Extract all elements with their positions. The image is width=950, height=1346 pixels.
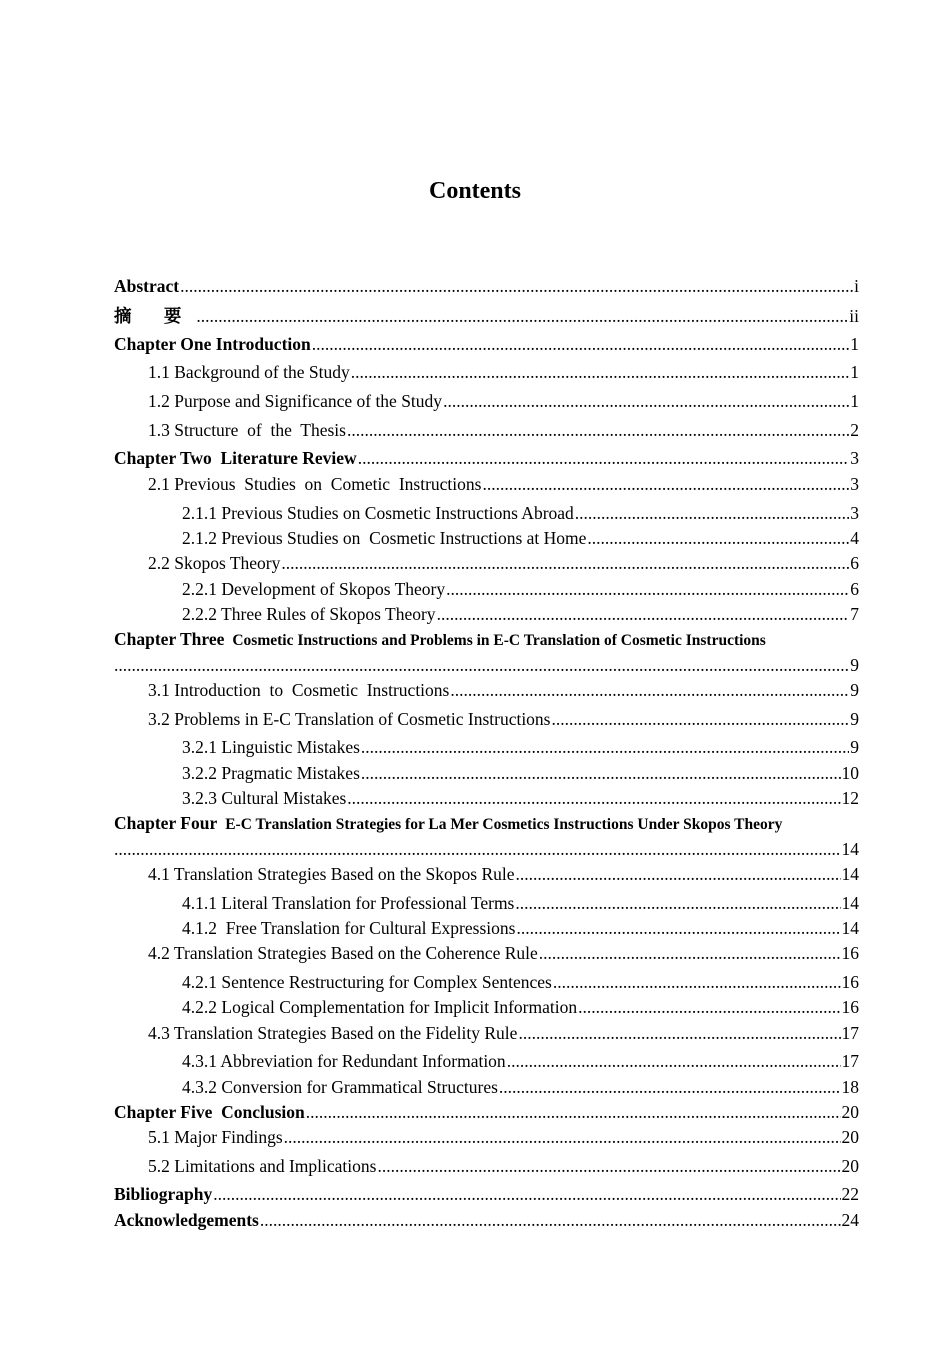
dot-leader: [482, 473, 849, 495]
toc-page-number: 9: [850, 680, 859, 700]
dot-leader: [361, 736, 849, 758]
toc-entry-label: Bibliography: [114, 1184, 213, 1204]
toc-chapter-subtitle: Cosmetic Instructions and Problems in E-C Translation of Cosmetic Instructions: [232, 632, 766, 649]
toc-entry-2-1-2[interactable]: [182, 527, 859, 549]
toc-entry-chapter-two[interactable]: [114, 447, 859, 469]
toc-page-number: 12: [841, 788, 859, 808]
toc-entry-chapter-four-leader[interactable]: [114, 838, 859, 860]
toc-page-number: i: [854, 276, 859, 296]
toc-page-number: 20: [841, 1102, 859, 1122]
dot-leader: [446, 578, 849, 600]
toc-page-number: 17: [841, 1023, 859, 1043]
toc-entry-3-2-1[interactable]: [182, 736, 859, 758]
toc-entry-chapter-three-leader[interactable]: [114, 654, 859, 676]
toc-entry-4-3[interactable]: [148, 1022, 859, 1044]
toc-entry-label: 摘 要: [114, 306, 196, 326]
toc-entry-4-3-2[interactable]: [182, 1076, 859, 1098]
dot-leader: [306, 1101, 841, 1123]
toc-entry-4-2-1[interactable]: [182, 971, 859, 993]
toc-entry-label: 4.2.1 Sentence Restructuring for Complex Sentences: [182, 972, 552, 992]
toc-page-number: 16: [841, 972, 859, 992]
toc-entry-label: Abstract: [114, 276, 180, 296]
toc-entry-acknowledgements[interactable]: [114, 1209, 859, 1231]
toc-page-number: 7: [850, 604, 859, 624]
toc-entry-3-1[interactable]: [148, 679, 859, 701]
dot-leader: [312, 333, 850, 355]
dot-leader: [196, 305, 848, 327]
page-title: Contents: [428, 178, 521, 204]
toc-page-number: 4: [850, 528, 859, 548]
dot-leader: [516, 917, 840, 939]
toc-entry-label: 4.3.1 Abbreviation for Redundant Information: [182, 1051, 506, 1071]
toc-entry-5-1[interactable]: [148, 1126, 859, 1148]
toc-entry-3-2[interactable]: [148, 708, 859, 730]
toc-entry-label: 4.3 Translation Strategies Based on the Fidelity Rule: [148, 1023, 518, 1043]
toc-entry-4-3-1[interactable]: [182, 1050, 859, 1072]
dot-leader: [377, 1155, 840, 1177]
toc-entry-label: Chapter Five Conclusion: [114, 1102, 305, 1122]
toc-chapter-label: Chapter Three: [114, 629, 225, 649]
toc-entry-label: 3.2.1 Linguistic Mistakes: [182, 737, 360, 757]
dot-leader: [587, 527, 849, 549]
toc-entry-chinese-abstract[interactable]: [114, 305, 859, 327]
toc-entry-chapter-one[interactable]: [114, 333, 859, 355]
toc-page-number: 3: [850, 474, 859, 494]
dot-leader: [443, 390, 849, 412]
dot-leader: [281, 552, 849, 574]
toc-page-number: 14: [841, 839, 859, 859]
toc-entry-label: 4.3.2 Conversion for Grammatical Structures: [182, 1077, 498, 1097]
dot-leader: [516, 863, 841, 885]
toc-entry-2-1[interactable]: [148, 473, 859, 495]
toc-page-number: 1: [850, 362, 859, 382]
toc-page-number: 1: [850, 391, 859, 411]
toc-entry-label: Acknowledgements: [114, 1210, 259, 1230]
toc-entry-1-1[interactable]: [148, 361, 859, 383]
dot-leader: [499, 1076, 841, 1098]
toc-entry-3-2-3[interactable]: [182, 787, 859, 809]
toc-entry-label: 1.3 Structure of the Thesis: [148, 420, 346, 440]
dot-leader: [180, 275, 853, 297]
toc-page-number: 14: [841, 918, 859, 938]
dot-leader: [351, 361, 850, 383]
dot-leader: [578, 996, 840, 1018]
toc-entry-4-1-2[interactable]: [182, 917, 859, 939]
toc-entry-4-2[interactable]: [148, 942, 859, 964]
toc-entry-2-2-1[interactable]: [182, 578, 859, 600]
dot-leader: [450, 679, 849, 701]
toc-entry-label: 4.2 Translation Strategies Based on the Coherence Rule: [148, 943, 538, 963]
dot-leader: [114, 838, 841, 860]
dot-leader: [260, 1209, 841, 1231]
dot-leader: [575, 502, 849, 524]
toc-page-number: ii: [849, 306, 859, 326]
dot-leader: [437, 603, 850, 625]
toc-entry-label: 2.2.1 Development of Skopos Theory: [182, 579, 446, 599]
toc-entry-chapter-four-heading[interactable]: [114, 812, 859, 836]
toc-entry-abstract[interactable]: [114, 275, 859, 297]
toc-entry-label: 2.2 Skopos Theory: [148, 553, 281, 573]
toc-entry-label: 2.1 Previous Studies on Cometic Instructions: [148, 474, 482, 494]
toc-entry-label: Chapter One Introduction: [114, 334, 311, 354]
toc-entry-2-2[interactable]: [148, 552, 859, 574]
toc-page-number: 14: [841, 893, 859, 913]
dot-leader: [347, 419, 849, 441]
toc-page-number: 3: [850, 448, 859, 468]
toc-entry-label: 5.2 Limitations and Implications: [148, 1156, 377, 1176]
toc-entry-label: 2.1.1 Previous Studies on Cosmetic Instructions Abroad: [182, 503, 574, 523]
toc-chapter-subtitle: E-C Translation Strategies for La Mer Cosmetics Instructions Under Skopos Theory: [225, 816, 783, 833]
dot-leader: [539, 942, 841, 964]
toc-page-number: 14: [841, 864, 859, 884]
toc-entry-label: 4.1.1 Literal Translation for Professional Terms: [182, 893, 515, 913]
toc-entry-bibliography[interactable]: [114, 1183, 859, 1205]
toc-page-number: 16: [841, 997, 859, 1017]
toc-page-number: 22: [841, 1184, 859, 1204]
toc-entry-label: 2.1.2 Previous Studies on Cosmetic Instructions at Home: [182, 528, 587, 548]
toc-entry-2-1-1[interactable]: [182, 502, 859, 524]
dot-leader: [515, 892, 840, 914]
toc-entry-label: 3.2.3 Cultural Mistakes: [182, 788, 347, 808]
dot-leader: [553, 971, 841, 993]
toc-entry-chapter-five[interactable]: [114, 1101, 859, 1123]
toc-page-number: 24: [841, 1210, 859, 1230]
toc-entry-label: 4.2.2 Logical Complementation for Implicit Information: [182, 997, 578, 1017]
dot-leader: [552, 708, 850, 730]
toc-entry-4-1[interactable]: [148, 863, 859, 885]
toc-page-number: 16: [841, 943, 859, 963]
toc-page-number: 9: [850, 709, 859, 729]
toc-page-number: 2: [850, 420, 859, 440]
toc-entry-label: 3.1 Introduction to Cosmetic Instructions: [148, 680, 450, 700]
toc-entry-1-3[interactable]: [148, 419, 859, 441]
toc-entry-3-2-2[interactable]: [182, 762, 859, 784]
toc-page-number: 18: [841, 1077, 859, 1097]
toc-page-number: 6: [850, 579, 859, 599]
toc-page-number: 1: [850, 334, 859, 354]
toc-entry-label: 4.1 Translation Strategies Based on the Skopos Rule: [148, 864, 515, 884]
toc-entry-5-2[interactable]: [148, 1155, 859, 1177]
toc-entry-label: 5.1 Major Findings: [148, 1127, 283, 1147]
toc-page-number: 6: [850, 553, 859, 573]
toc-entry-1-2[interactable]: [148, 390, 859, 412]
toc-page-number: 9: [850, 655, 859, 675]
toc-page-number: 17: [841, 1051, 859, 1071]
dot-leader: [213, 1183, 840, 1205]
dot-leader: [507, 1050, 841, 1072]
toc-entry-4-2-2[interactable]: [182, 996, 859, 1018]
dot-leader: [114, 654, 849, 676]
toc-entry-chapter-three-heading[interactable]: [114, 628, 859, 652]
toc-entry-2-2-2[interactable]: [182, 603, 859, 625]
toc-entry-label: 2.2.2 Three Rules of Skopos Theory: [182, 604, 436, 624]
toc-page-number: 3: [850, 503, 859, 523]
toc-page-number: 10: [841, 763, 859, 783]
toc-entry-label: 1.2 Purpose and Significance of the Study: [148, 391, 443, 411]
toc-entry-label: 3.2.2 Pragmatic Mistakes: [182, 763, 360, 783]
toc-entry-label: 3.2 Problems in E-C Translation of Cosmetic Instructions: [148, 709, 551, 729]
toc-entry-4-1-1[interactable]: [182, 892, 859, 914]
toc-entry-label: 1.1 Background of the Study: [148, 362, 350, 382]
toc-page-number: 20: [841, 1156, 859, 1176]
dot-leader: [518, 1022, 840, 1044]
dot-leader: [361, 762, 841, 784]
toc-chapter-label: Chapter Four: [114, 813, 218, 833]
toc-entry-label: 4.1.2 Free Translation for Cultural Expressions: [182, 918, 516, 938]
toc-entry-label: Chapter Two Literature Review: [114, 448, 357, 468]
toc-page-number: 9: [850, 737, 859, 757]
dot-leader: [347, 787, 840, 809]
dot-leader: [358, 447, 850, 469]
dot-leader: [284, 1126, 841, 1148]
toc-page-number: 20: [841, 1127, 859, 1147]
